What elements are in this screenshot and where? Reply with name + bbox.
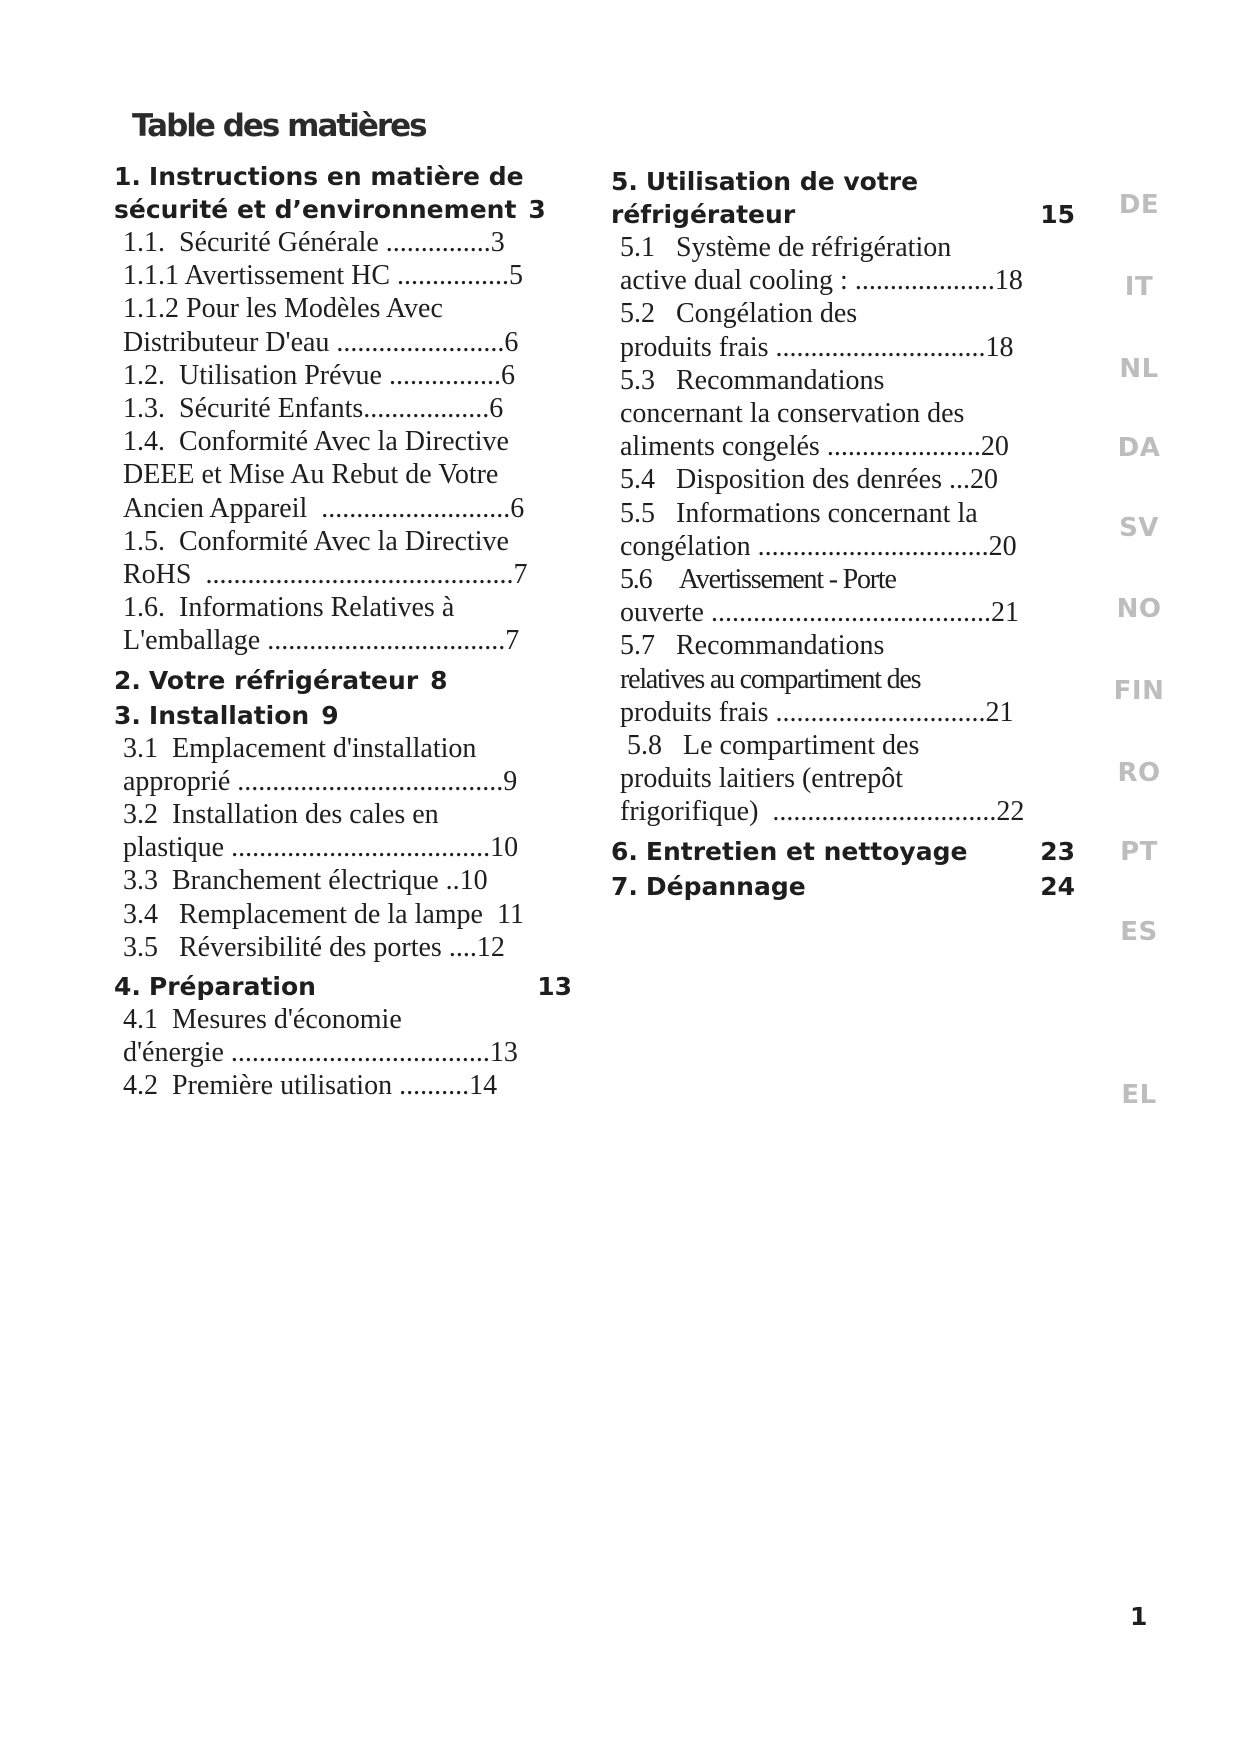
toc-entry: active dual cooling : ....................18: [620, 265, 1023, 297]
toc-right-column: [611, 165, 1075, 903]
toc-entry: 1.4. Conformité Avec la Directive: [123, 426, 509, 458]
page-number: 1: [1130, 1602, 1148, 1631]
toc-entry: 5.3 Recommandations: [620, 364, 885, 396]
toc-entry: ouverte ........................................21: [620, 597, 1019, 629]
heading-number: 4.: [114, 972, 141, 1002]
toc-entry: Ancien Appareil ...........................6: [123, 492, 525, 524]
toc-entry: 4.2 Première utilisation ..........14: [123, 1070, 498, 1102]
toc-entry: 5.2 Congélation des: [620, 298, 858, 330]
toc-entry: 5.6 Avertissement - Porte: [620, 564, 896, 596]
heading-number: 3.: [114, 700, 141, 730]
toc-entry: Distributeur D'eau ........................6: [123, 326, 519, 358]
heading-page-number: 9: [321, 700, 339, 730]
heading-page-number: 24: [1040, 871, 1075, 901]
toc-entry: 3.4 Remplacement de la lampe 11: [123, 898, 524, 930]
toc-entry: 3.5 Réversibilité des portes ....12: [123, 931, 505, 963]
toc-entry: d'énergie .....................................13: [123, 1037, 518, 1069]
heading-text: Utilisation de votre: [645, 167, 919, 196]
heading-text: Préparation: [148, 972, 316, 1002]
toc-entry: L'emballage ..................................7: [123, 625, 520, 657]
toc-heading: [114, 193, 572, 226]
heading-number: 5.: [611, 167, 638, 196]
toc-entry: 1.3. Sécurité Enfants..................6: [123, 393, 504, 425]
heading-text: Entretien et nettoyage: [645, 836, 968, 866]
heading-number: 6.: [611, 836, 638, 866]
toc-entry: 1.1.1 Avertissement HC ................5: [123, 260, 524, 292]
toc-entry: 4.1 Mesures d'économie: [123, 1004, 402, 1036]
toc-entry: produits laitiers (entrepôt: [620, 763, 904, 795]
toc-entry: 1.1. Sécurité Générale ...............3: [123, 227, 505, 258]
language-tab-nl[interactable]: NL: [1119, 354, 1159, 384]
toc-entry: frigorifique) ................................22: [620, 796, 1025, 828]
toc-entry: aliments congelés ......................20: [620, 431, 1009, 463]
toc-entry: 1.6. Informations Relatives à: [123, 592, 455, 624]
toc-entry: RoHS ............................................7: [123, 559, 528, 591]
heading-text: Instructions en matière de: [148, 162, 524, 191]
toc-entry: 5.1 Système de réfrigération: [620, 232, 952, 263]
toc-left-column: [114, 160, 572, 1103]
heading-page-number: 23: [1040, 836, 1075, 866]
toc-entry: 1.5. Conformité Avec la Directive: [123, 525, 509, 557]
toc-heading: [611, 165, 1075, 198]
heading-text: Votre réfrigérateur: [148, 665, 419, 695]
toc-entry: DEEE et Mise Au Rebut de Votre: [123, 459, 499, 491]
toc-entry: 3.3 Branchement électrique ..10: [123, 865, 488, 897]
toc-entry: 5.7 Recommandations: [620, 630, 885, 662]
heading-text: Installation: [148, 700, 310, 730]
language-tab-fin[interactable]: FIN: [1113, 676, 1165, 706]
language-tab-ro[interactable]: RO: [1117, 758, 1161, 788]
heading-page-number: 15: [1040, 200, 1075, 229]
toc-heading: [611, 198, 1075, 231]
heading-number: 2.: [114, 665, 141, 695]
toc-heading: [114, 664, 572, 697]
heading-number: 7.: [611, 871, 638, 901]
language-tab-it[interactable]: IT: [1124, 272, 1154, 302]
toc-entry: 5.4 Disposition des denrées ...20: [620, 464, 998, 496]
language-tab-el[interactable]: EL: [1121, 1080, 1157, 1110]
heading-number: 1.: [114, 162, 141, 191]
heading-text: réfrigérateur: [611, 200, 796, 229]
heading-page-number: 8: [430, 665, 448, 695]
heading-text: sécurité et d’environnement: [114, 195, 517, 224]
toc-heading: [114, 970, 572, 1003]
language-tab-no[interactable]: NO: [1116, 594, 1162, 624]
language-tab-es[interactable]: ES: [1120, 917, 1158, 947]
toc-entry: 3.2 Installation des cales en: [123, 799, 439, 831]
toc-entry: approprié ......................................9: [123, 765, 518, 797]
toc-entry: 3.1 Emplacement d'installation: [123, 732, 477, 764]
toc-entry: plastique .....................................10: [123, 832, 519, 864]
page-title: Table des matières: [132, 108, 426, 144]
language-tab-sv[interactable]: SV: [1119, 513, 1159, 543]
toc-entry: produits frais ..............................21: [620, 696, 1014, 728]
heading-page-number: 13: [537, 972, 572, 1002]
language-tab-da[interactable]: DA: [1117, 433, 1161, 463]
toc-entry: 1.1.2 Pour les Modèles Avec: [123, 293, 443, 325]
toc-entry: congélation .................................20: [620, 530, 1017, 562]
toc-heading: [114, 699, 572, 732]
toc-heading: [611, 835, 1075, 868]
toc-heading: [611, 870, 1075, 903]
toc-entry: 1.2. Utilisation Prévue ................6: [123, 359, 515, 391]
heading-page-number: 3: [528, 195, 546, 224]
language-tab-pt[interactable]: PT: [1120, 837, 1158, 867]
heading-text: Dépannage: [645, 871, 806, 901]
language-tab-de[interactable]: DE: [1118, 190, 1160, 220]
toc-entry: produits frais ..............................18: [620, 331, 1014, 363]
toc-entry: 5.8 Le compartiment des: [620, 730, 920, 762]
toc-entry: relatives au compartiment des: [620, 663, 921, 695]
toc-heading: [114, 160, 572, 193]
toc-entry: 5.5 Informations concernant la: [620, 497, 978, 529]
toc-entry: concernant la conservation des: [620, 398, 965, 430]
